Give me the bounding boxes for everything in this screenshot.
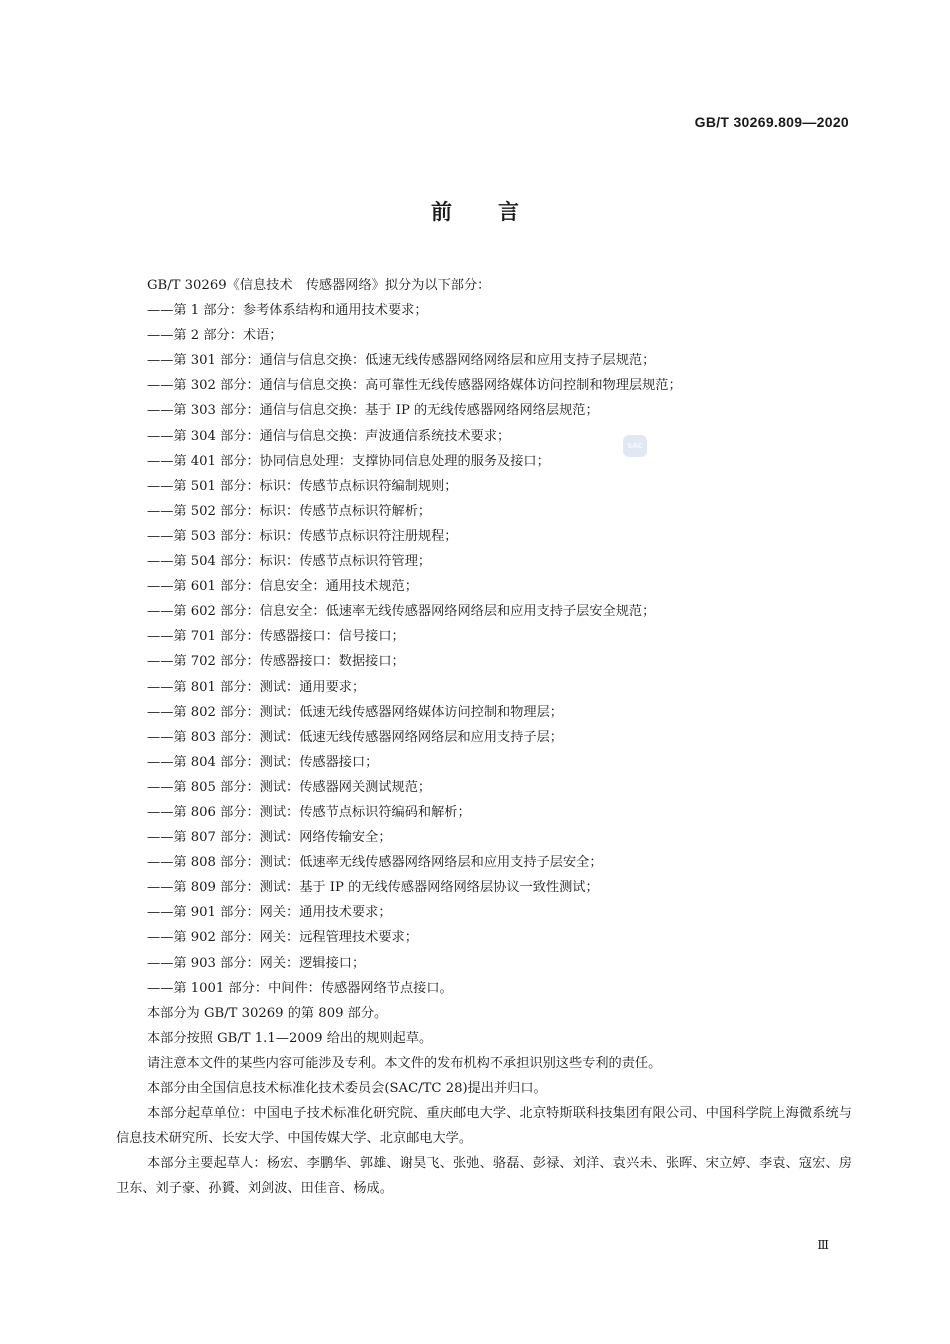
list-item: ——第 901 部分：网关：通用技术要求； xyxy=(147,905,392,921)
list-item: ——第 809 部分：测试：基于 IP 的无线传感器网络网络层协议一致性测试； xyxy=(147,880,599,896)
proposed-by-statement: 本部分由全国信息技术标准化技术委员会(SAC/TC 28)提出并归口。 xyxy=(147,1081,547,1096)
list-item: ——第 808 部分：测试：低速率无线传感器网络网络层和应用支持子层安全； xyxy=(147,855,603,871)
list-item: ——第 1 部分：参考体系结构和通用技术要求； xyxy=(147,303,428,319)
list-item: ——第 303 部分：通信与信息交换：基于 IP 的无线传感器网络网络层规范； xyxy=(147,403,599,419)
intro-line: GB/T 30269《信息技术 传感器网络》拟分为以下部分： xyxy=(147,278,491,293)
list-item: ——第 806 部分：测试：传感节点标识符编码和解析； xyxy=(147,804,471,820)
list-item: ——第 805 部分：测试：传感器网关测试规范； xyxy=(147,779,432,795)
list-item: ——第 803 部分：测试：低速无线传感器网络网络层和应用支持子层； xyxy=(147,729,563,745)
list-item: ——第 1001 部分：中间件：传感器网络节点接口。 xyxy=(147,980,453,996)
part-of-statement: 本部分为 GB/T 30269 的第 809 部分。 xyxy=(147,1005,388,1021)
list-item: ——第 301 部分：通信与信息交换：低速无线传感器网络网络层和应用支持子层规范； xyxy=(147,353,656,369)
list-item: ——第 902 部分：网关：远程管理技术要求； xyxy=(147,930,418,946)
standard-code: GB/T 30269.809—2020 xyxy=(694,114,849,130)
drafting-rule-statement: 本部分按照 GB/T 1.1—2009 给出的规则起草。 xyxy=(147,1030,433,1046)
patent-notice: 请注意本文件的某些内容可能涉及专利。本文件的发布机构不承担识别这些专利的责任。 xyxy=(147,1055,662,1071)
list-item: ——第 702 部分：传感器接口：数据接口； xyxy=(147,654,405,670)
drafting-units-paragraph: 本部分起草单位：中国电子技术标准化研究院、重庆邮电大学、北京特斯联科技集团有限公司、中国科学院上海微系统与信息技术研究所、长安大学、中国传媒大学、北京邮电大学。 xyxy=(116,1106,852,1147)
parts-list xyxy=(116,298,852,1001)
list-item: ——第 504 部分：标识：传感节点标识符管理； xyxy=(147,554,432,570)
list-item: ——第 503 部分：标识：传感节点标识符注册规程； xyxy=(147,528,458,544)
list-item: ——第 602 部分：信息安全：低速率无线传感器网络网络层和应用支持子层安全规范； xyxy=(147,604,656,620)
list-item: ——第 601 部分：信息安全：通用技术规范； xyxy=(147,579,418,595)
page-title: 前言 xyxy=(431,200,565,224)
list-item: ——第 2 部分：术语； xyxy=(147,328,283,344)
list-item: ——第 801 部分：测试：通用要求； xyxy=(147,679,366,695)
foreword-body xyxy=(116,273,852,1201)
list-item: ——第 701 部分：传感器接口：信号接口； xyxy=(147,629,405,645)
list-item: ——第 302 部分：通信与信息交换：高可靠性无线传感器网络媒体访问控制和物理层规范； xyxy=(147,378,682,394)
list-item: ——第 804 部分：测试：传感器接口； xyxy=(147,754,379,770)
sac-watermark-logo: SAC xyxy=(623,435,647,457)
list-item: ——第 401 部分：协同信息处理：支撑协同信息处理的服务及接口； xyxy=(147,453,550,469)
list-item: ——第 502 部分：标识：传感节点标识符解析； xyxy=(147,503,432,519)
list-item: ——第 802 部分：测试：低速无线传感器网络媒体访问控制和物理层； xyxy=(147,704,563,720)
list-item: ——第 304 部分：通信与信息交换：声波通信系统技术要求； xyxy=(147,428,511,444)
list-item: ——第 807 部分：测试：网络传输安全； xyxy=(147,830,392,846)
list-item: ——第 903 部分：网关：逻辑接口； xyxy=(147,955,366,971)
list-item: ——第 501 部分：标识：传感节点标识符编制规则； xyxy=(147,478,458,494)
page-number: Ⅲ xyxy=(817,1238,829,1252)
drafters-paragraph: 本部分主要起草人：杨宏、李鹏华、郭雄、谢昊飞、张弛、骆磊、彭禄、刘洋、袁兴未、张晖、宋立婷、李袁、寇宏、房卫东、刘子豪、孙贇、刘剑波、田佳音、杨成。 xyxy=(116,1156,852,1197)
